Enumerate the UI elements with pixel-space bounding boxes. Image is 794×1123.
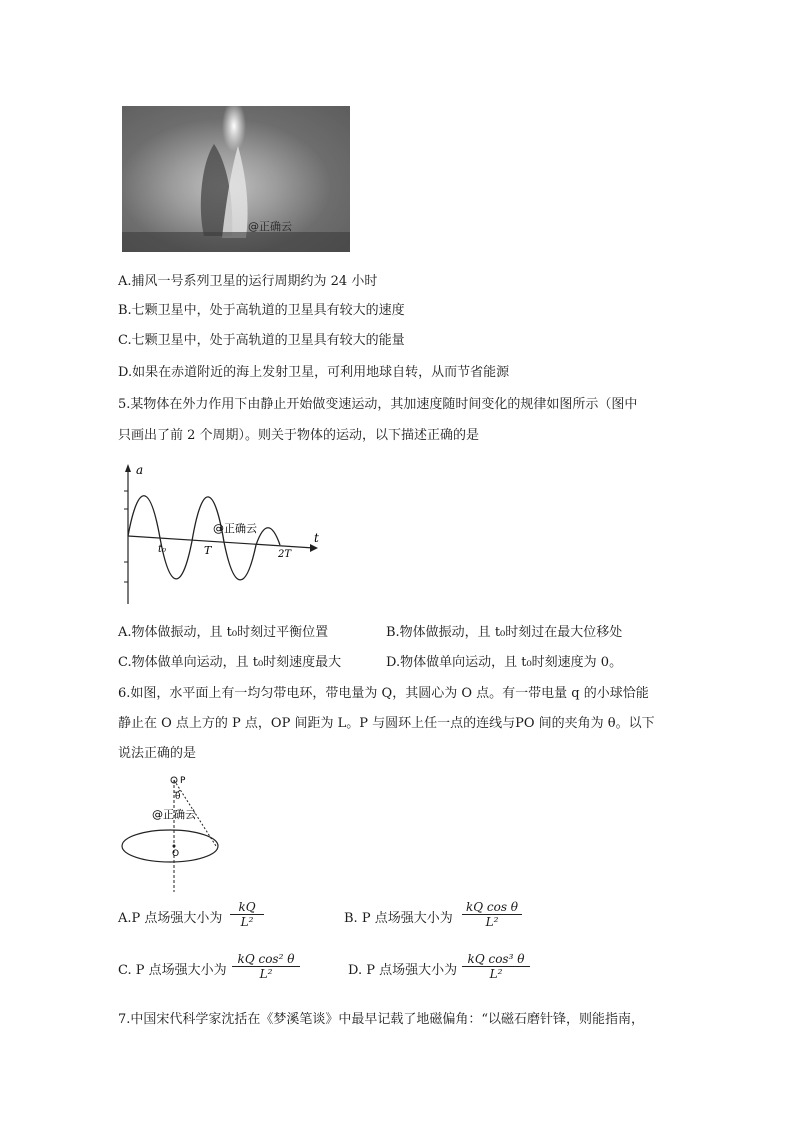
acceleration-time-graph bbox=[118, 462, 328, 607]
q6-stem-line1: 6.如图，水平面上有一均匀带电环，带电量为 Q，其圆心为 O 点。有一带电量 q 的小球恰能 bbox=[118, 686, 649, 701]
satellite-launch-photo bbox=[122, 106, 350, 252]
watermark: @正确云 bbox=[248, 220, 292, 233]
t-label: t bbox=[314, 531, 319, 545]
a-axis-arrow bbox=[125, 464, 131, 472]
charged-ring-figure bbox=[118, 772, 228, 894]
T-label: T bbox=[204, 544, 212, 557]
a-t-graph-svg bbox=[118, 462, 328, 607]
q6-option-d-prefix: D. P 点场强大小为 bbox=[348, 963, 458, 978]
q5-option-c: C.物体做单向运动，且 t₀时刻速度最大 bbox=[118, 655, 342, 670]
q4-option-a: A.捕风一号系列卫星的运行周期约为 24 小时 bbox=[118, 274, 378, 289]
q4-option-d: D.如果在赤道附近的海上发射卫星，可利用地球自转，从而节省能源 bbox=[118, 365, 510, 380]
q5-stem-line2: 只画出了前 2 个周期）。则关于物体的运动，以下描述正确的是 bbox=[118, 428, 480, 443]
q5-stem-line1: 5.某物体在外力作用下由静止开始做变速运动，其加速度随时间变化的规律如图所示（图中 bbox=[118, 397, 638, 412]
q5-option-a: A.物体做振动，且 t₀时刻过平衡位置 bbox=[118, 625, 329, 640]
charged-ring bbox=[122, 830, 218, 862]
formula-b-denominator: L² bbox=[485, 915, 499, 929]
formula-a-numerator: kQ bbox=[230, 900, 264, 915]
q4-option-b: B.七颗卫星中，处于高轨道的卫星具有较大的速度 bbox=[118, 303, 405, 318]
graph-watermark: @正确云 bbox=[213, 522, 257, 535]
q6-option-b-formula bbox=[462, 900, 522, 929]
q6-option-b-prefix: B. P 点场强大小为 bbox=[344, 911, 453, 926]
formula-d-denominator: L² bbox=[489, 967, 503, 981]
q6-option-c-formula bbox=[232, 952, 300, 981]
q6-stem-line3: 说法正确的是 bbox=[118, 746, 197, 761]
q5-option-d: D.物体做单向运动，且 t₀时刻速度为 0。 bbox=[386, 655, 623, 670]
formula-c-denominator: L² bbox=[259, 967, 273, 981]
q6-option-a-prefix: A.P 点场强大小为 bbox=[118, 911, 223, 926]
formula-d-numerator: kQ cos³ θ bbox=[462, 952, 530, 967]
q4-option-c: C.七颗卫星中，处于高轨道的卫星具有较大的能量 bbox=[118, 333, 405, 348]
t-axis-arrow bbox=[310, 544, 318, 552]
formula-a-denominator: L² bbox=[240, 915, 254, 929]
q6-option-a-formula bbox=[230, 900, 264, 929]
q5-option-b: B.物体做振动，且 t₀时刻过在最大位移处 bbox=[386, 625, 623, 640]
formula-c-numerator: kQ cos² θ bbox=[232, 952, 300, 967]
q7-stem-line1: 7.中国宋代科学家沈括在《梦溪笔谈》中最早记载了地磁偏角：“以磁石磨针锋，则能指南， bbox=[118, 1012, 645, 1027]
theta-label: θ bbox=[175, 792, 181, 802]
formula-b-numerator: kQ cos θ bbox=[462, 900, 522, 915]
q6-option-c-prefix: C. P 点场强大小为 bbox=[118, 963, 227, 978]
a-label: a bbox=[136, 463, 144, 477]
t0-label: t₀ bbox=[158, 544, 167, 555]
point-o bbox=[173, 845, 176, 848]
q6-stem-line2: 静止在 O 点上方的 P 点，OP 间距为 L。P 与圆环上任一点的连线与PO 间的夹角为 θ。以下 bbox=[118, 716, 655, 731]
t-axis bbox=[128, 536, 314, 548]
launch-photo-drawing bbox=[122, 106, 350, 252]
o-label: O bbox=[172, 849, 180, 859]
ring-figure-svg bbox=[118, 772, 228, 894]
figure-watermark: @正确云 bbox=[152, 808, 196, 821]
q6-option-d-formula bbox=[462, 952, 530, 981]
2T-label: 2T bbox=[278, 549, 292, 560]
p-label: P bbox=[180, 776, 186, 786]
